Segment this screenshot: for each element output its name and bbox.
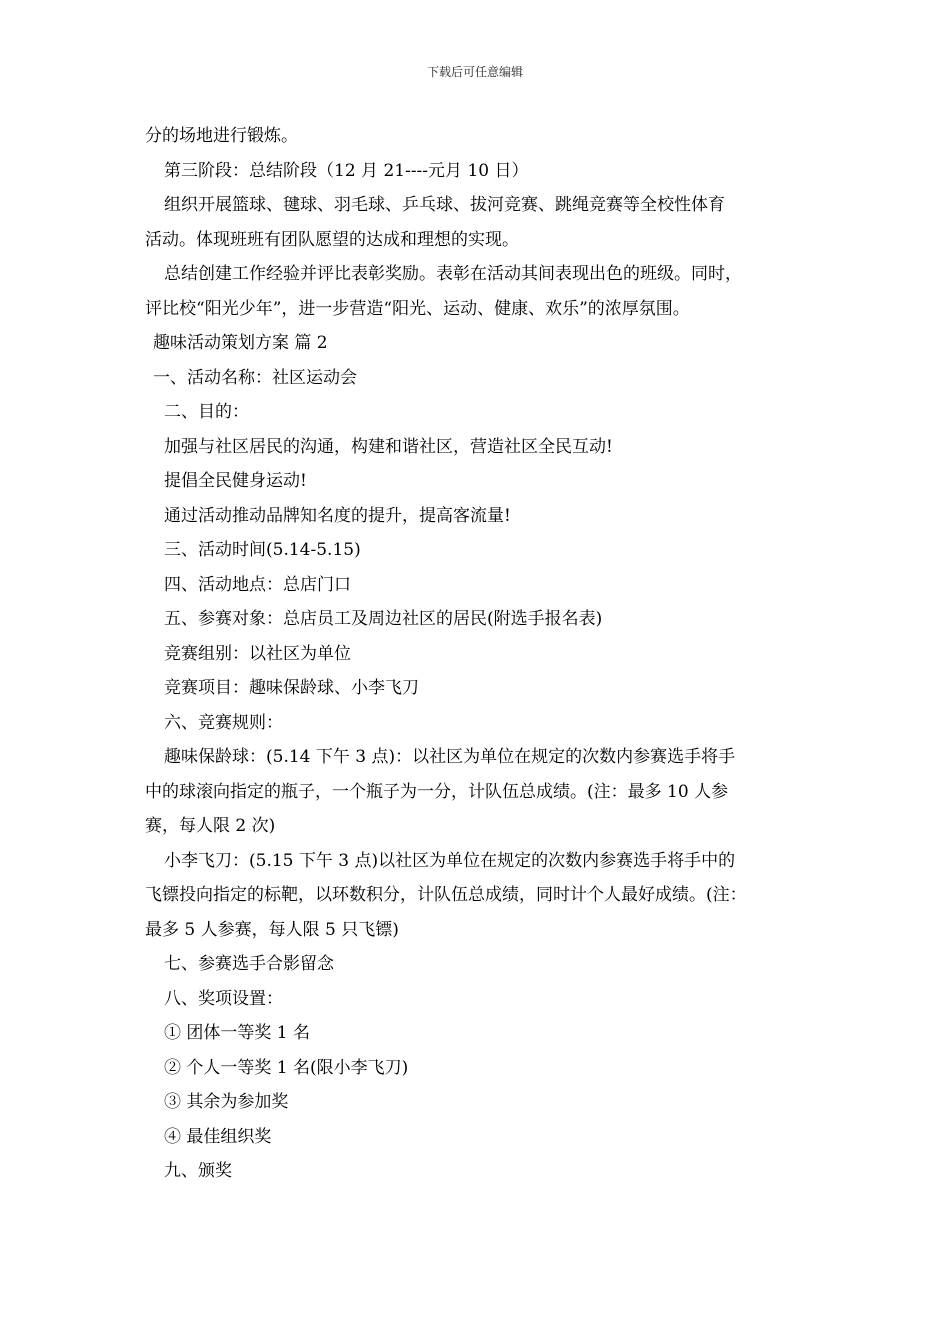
paragraph-line: 二、目的： xyxy=(164,402,249,422)
paragraph-line: 组织开展篮球、毽球、羽毛球、乒乓球、拔河竞赛、跳绳竞赛等全校性体育 xyxy=(164,195,725,215)
paragraph-line: 竞赛组别：以社区为单位 xyxy=(164,643,351,664)
paragraph-line: 通过活动推动品牌知名度的提升，提高客流量! xyxy=(164,505,511,526)
paragraph-line: 分的场地进行锻炼。 xyxy=(145,126,298,146)
paragraph-line: 小李飞刀：(5.15 下午 3 点)以社区为单位在规定的次数内参赛选手将手中的 xyxy=(164,850,736,871)
page-header-note: 下载后可任意编辑 xyxy=(426,65,523,79)
paragraph-line: 趣味保龄球：(5.14 下午 3 点)：以社区为单位在规定的次数内参赛选手将手 xyxy=(164,747,736,767)
paragraph-line: 活动。体现班班有团队愿望的达成和理想的实现。 xyxy=(145,229,519,250)
paragraph-line: 三、活动时间(5.14-5.15) xyxy=(164,540,361,560)
paragraph-line: 七、参赛选手合影留念 xyxy=(164,954,334,974)
paragraph-line: ③ 其余为参加奖 xyxy=(164,1092,289,1112)
paragraph-line: ① 团体一等奖 1 名 xyxy=(164,1023,311,1043)
section-heading: 趣味活动策划方案 篇 2 xyxy=(153,333,328,353)
paragraph-line: 提倡全民健身运动! xyxy=(164,471,307,491)
paragraph-line: 中的球滚向指定的瓶子，一个瓶子为一分，计队伍总成绩。(注：最多 10 人参 xyxy=(145,781,729,802)
paragraph-line: 五、参赛对象：总店员工及周边社区的居民(附选手报名表) xyxy=(164,609,603,629)
paragraph-line: 飞镖投向指定的标靶，以环数积分，计队伍总成绩，同时计个人最好成绩。(注： xyxy=(145,885,747,905)
paragraph-line: 八、奖项设置： xyxy=(164,988,283,1009)
paragraph-line: ② 个人一等奖 1 名(限小李飞刀) xyxy=(164,1057,409,1078)
paragraph-line: 六、竞赛规则： xyxy=(164,712,283,733)
paragraph-line: 九、颁奖 xyxy=(164,1161,232,1181)
paragraph-line: 第三阶段：总结阶段（12 月 21----元月 10 日） xyxy=(164,160,529,181)
paragraph-line: 加强与社区居民的沟通，构建和谐社区，营造社区全民互动! xyxy=(164,436,613,457)
paragraph-line: 竞赛项目：趣味保龄球、小李飞刀 xyxy=(164,678,419,698)
paragraph-line: 四、活动地点：总店门口 xyxy=(164,574,351,595)
paragraph-line: 总结创建工作经验并评比表彰奖励。表彰在活动其间表现出色的班级。同时， xyxy=(164,264,742,284)
document-body xyxy=(145,119,813,1189)
paragraph-line: 最多 5 人参赛，每人限 5 只飞镖) xyxy=(145,919,399,940)
paragraph-line: 一、活动名称：社区运动会 xyxy=(153,367,357,388)
paragraph-line: 评比校“阳光少年”，进一步营造“阳光、运动、健康、欢乐”的浓厚氛围。 xyxy=(145,298,690,319)
paragraph-line: ④ 最佳组织奖 xyxy=(164,1126,272,1147)
paragraph-line: 赛，每人限 2 次) xyxy=(145,816,276,836)
